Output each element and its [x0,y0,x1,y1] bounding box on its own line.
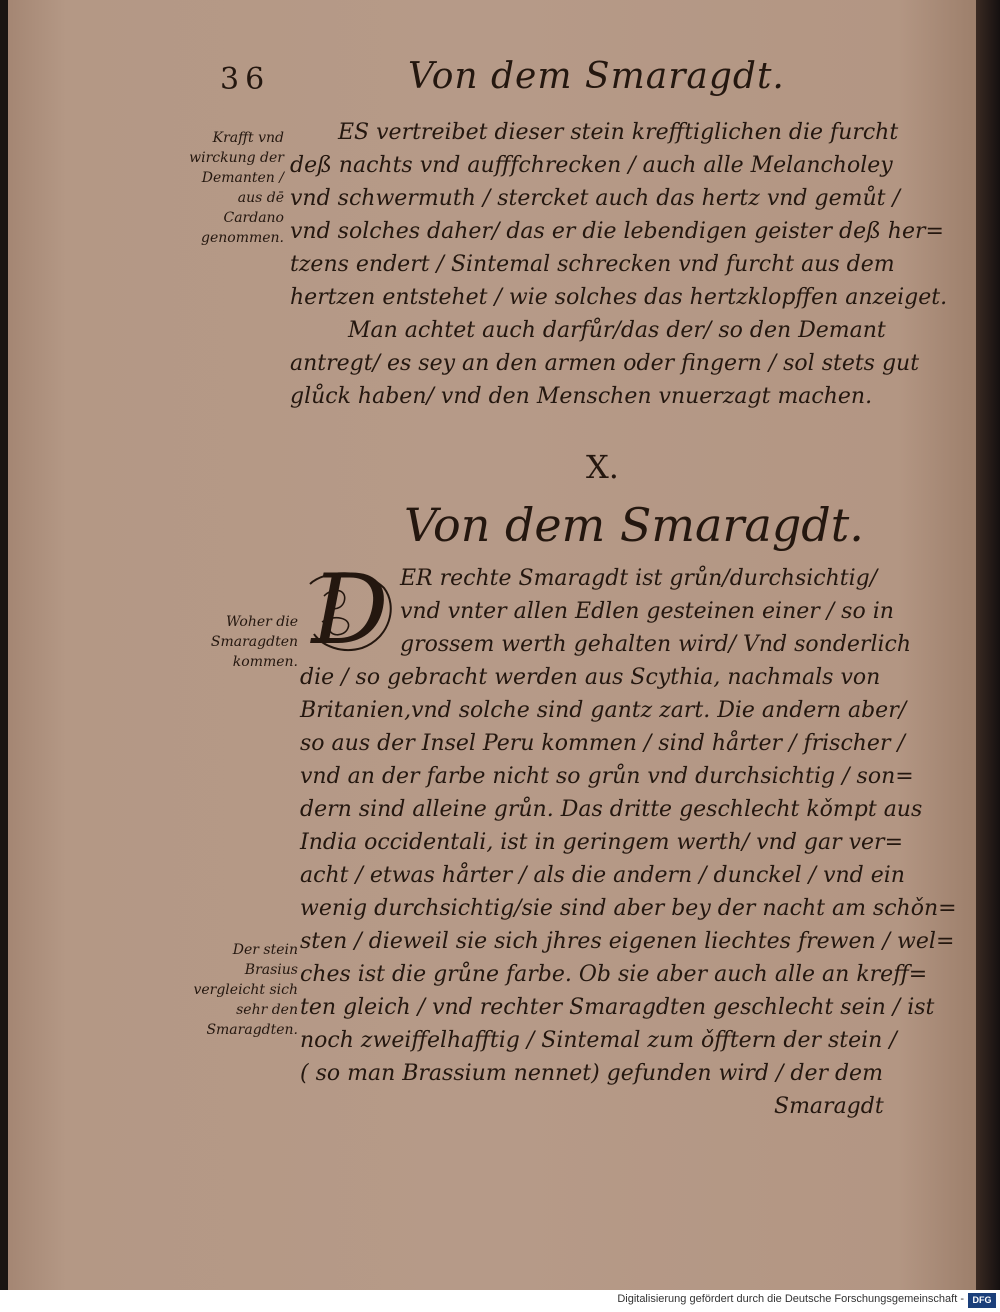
dfg-logo-icon: DFG [968,1293,996,1308]
text-line: ES vertreibet dieser stein krefftiglichen die furcht [338,120,899,145]
text-line: vnd solches daher/ das er die lebendigen geister deß her= [290,219,944,244]
text-line: so aus der Insel Peru kommen / sind hårter / frischer / [300,731,905,756]
text-line: ( so man Brassium nennet) gefunden wird / der dem [300,1061,883,1086]
chapter-title: Von dem Smaragdt. [404,498,864,552]
footer-credit: Digitalisierung gefördert durch die Deutsche Forschungsgemeinschaft - [617,1293,964,1305]
book-edge [976,0,1000,1290]
text-line: die / so gebracht werden aus Scythia, nachmals von [300,665,881,690]
text-line: ten gleich / vnd rechter Smaragdten geschlecht sein / ist [300,995,935,1020]
text-line: Man achtet auch darfůr/das der/ so den Demant [348,318,886,343]
text-line: antregt/ es sey an den armen oder fingern / sol stets gut [290,351,920,376]
text-line: vnd schwermuth / stercket auch das hertz vnd gemůt / [290,186,900,211]
text-line: noch zweiffelhafftig / Sintemal zum ǒfftern der stein / [300,1028,897,1053]
catchword: Smaragdt [774,1094,884,1119]
text-line: sten / dieweil sie sich jhres eigenen liechtes frewen / wel= [300,929,955,954]
text-line: ches ist die grůne farbe. Ob sie aber auch alle an kreff= [300,962,928,987]
margin-note: Woher die Smaragdten kommen. [210,614,298,670]
digitization-footer [0,1290,1000,1312]
text-line: India occidentali, ist in geringem werth/ vnd gar ver= [300,830,904,855]
text-line: ER rechte Smaragdt ist grůn/durchsichtig/ [400,566,878,591]
text-line: deß nachts vnd aufffchrecken / auch alle Melancholey [290,153,893,178]
text-line: acht / etwas hårter / als die andern / dunckel / vnd ein [300,863,905,888]
drop-cap-ornament-icon [304,566,396,654]
text-line: hertzen entstehet / wie solches das hertzklopffen anzeiget. [290,285,948,310]
margin-note: Krafft vnd wirckung der Demanten / aus dē Cardano genommen. [189,130,284,246]
text-line: dern sind alleine grůn. Das dritte geschlecht kǒmpt aus [300,797,923,822]
chapter-number: X. [586,448,619,486]
text-line: vnd vnter allen Edlen gesteinen einer / so in [400,599,894,624]
page-number: 36 [220,62,271,97]
drop-cap: D [311,554,389,666]
margin-note: Der stein Brasius vergleicht sich sehr den Smaragdten. [193,942,298,1038]
text-line: Britanien,vnd solche sind gantz zart. Die andern aber/ [300,698,907,723]
running-head: Von dem Smaragdt. [408,56,785,97]
text-line: vnd an der farbe nicht so grůn vnd durchsichtig / son= [300,764,914,789]
book-page [8,0,976,1290]
text-line: grossem werth gehalten wird/ Vnd sonderlich [400,632,912,657]
text-line: wenig durchsichtig/sie sind aber bey der nacht am schǒn= [300,896,957,921]
text-line: tzens endert / Sintemal schrecken vnd furcht aus dem [290,252,895,277]
text-line: glůck haben/ vnd den Menschen vnuerzagt machen. [290,384,873,409]
